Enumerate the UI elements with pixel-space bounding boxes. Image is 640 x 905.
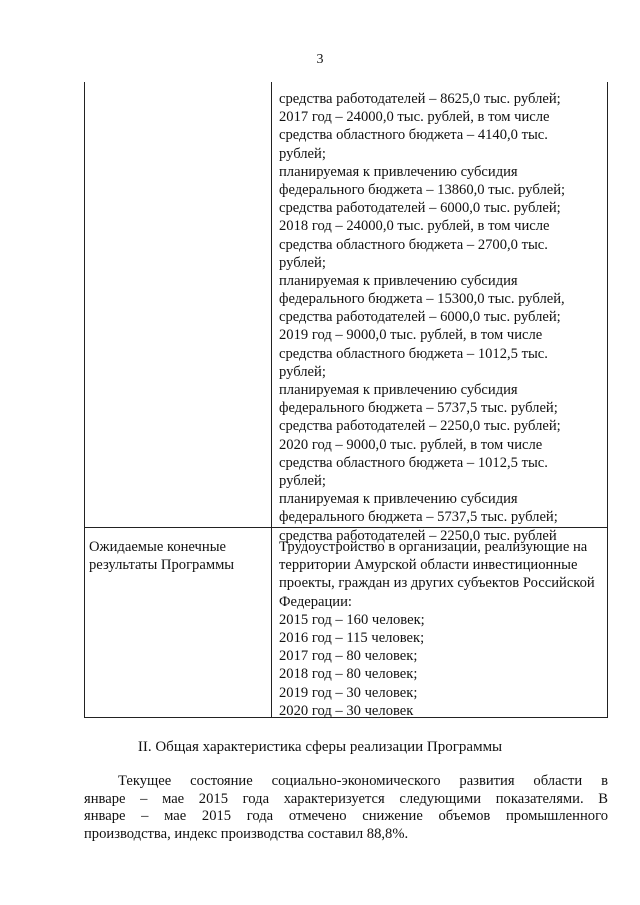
- results-line: 2018 год – 80 человек;: [279, 666, 418, 683]
- funding-line: рублей;: [279, 472, 326, 489]
- funding-line: рублей;: [279, 363, 326, 380]
- funding-line: федерального бюджета – 5737,5 тыс. рублей;: [279, 509, 558, 526]
- body-paragraph: [84, 773, 608, 843]
- results-line: 2016 год – 115 человек;: [279, 629, 425, 646]
- funding-line: планируемая к привлечению субсидия: [279, 272, 518, 289]
- paragraph-line: январе – мае 2015 года отмечено снижение объемов промышленного: [84, 808, 608, 825]
- funding-line: средства работодателей – 8625,0 тыс. рублей;: [279, 91, 561, 107]
- funding-line: средства работодателей – 2250,0 тыс. рублей: [279, 527, 557, 544]
- program-passport-table: [84, 82, 608, 718]
- results-line: 2020 год – 30 человек: [279, 702, 414, 719]
- funding-line: средства областного бюджета – 1012,5 тыс.: [279, 345, 548, 362]
- results-line: Трудоустройство в организации, реализующие на: [279, 539, 588, 555]
- funding-line: федерального бюджета – 15300,0 тыс. рублей,: [279, 291, 565, 308]
- results-line: Федерации:: [279, 593, 352, 610]
- results-line: территории Амурской области инвестиционные: [279, 557, 578, 574]
- results-label: Ожидаемые конечные результаты Программы: [89, 539, 235, 574]
- paragraph-line: январе – мае 2015 года характеризуется следующими показателями. В: [84, 790, 608, 807]
- section-heading: II. Общая характеристика сферы реализации Программы: [137, 739, 503, 755]
- page-number: 3: [316, 52, 324, 67]
- funding-line: 2017 год – 24000,0 тыс. рублей, в том числе: [279, 109, 550, 126]
- results-line: 2017 год – 80 человек;: [279, 648, 418, 665]
- funding-line: планируемая к привлечению субсидия: [279, 491, 518, 508]
- funding-line: средства областного бюджета – 2700,0 тыс.: [279, 236, 548, 253]
- funding-line: средства работодателей – 6000,0 тыс. рублей;: [279, 200, 561, 217]
- funding-line: 2019 год – 9000,0 тыс. рублей, в том числе: [279, 327, 543, 344]
- results-line: 2019 год – 30 человек;: [279, 684, 418, 701]
- results-cell: [279, 538, 605, 720]
- funding-line: средства областного бюджета – 1012,5 тыс.: [279, 454, 548, 471]
- funding-line: 2018 год – 24000,0 тыс. рублей, в том числе: [279, 218, 550, 235]
- funding-line: 2020 год – 9000,0 тыс. рублей, в том числе: [279, 436, 543, 453]
- funding-line: средства работодателей – 2250,0 тыс. рублей;: [279, 418, 561, 435]
- funding-line: средства областного бюджета – 4140,0 тыс.: [279, 127, 548, 144]
- funding-line: рублей;: [279, 254, 326, 271]
- funding-line: федерального бюджета – 5737,5 тыс. рублей;: [279, 400, 558, 417]
- funding-line: средства работодателей – 6000,0 тыс. рублей;: [279, 309, 561, 326]
- funding-line: федерального бюджета – 13860,0 тыс. рублей;: [279, 181, 566, 198]
- paragraph-line: Текущее состояние социально-экономического развития области в: [118, 773, 608, 789]
- funding-line: рублей;: [279, 145, 326, 162]
- funding-cell: [279, 90, 605, 545]
- results-line: проекты, граждан из других субъектов Российской: [279, 575, 595, 592]
- funding-line: планируемая к привлечению субсидия: [279, 163, 518, 180]
- table-column-divider: [271, 82, 272, 717]
- funding-line: планируемая к привлечению субсидия: [279, 382, 518, 398]
- paragraph-line: производства, индекс производства составил 88,8%.: [84, 825, 409, 842]
- results-line: 2015 год – 160 человек;: [279, 611, 425, 628]
